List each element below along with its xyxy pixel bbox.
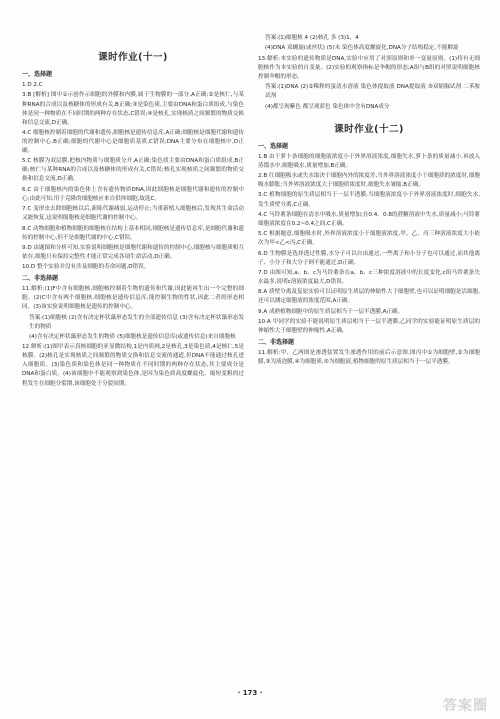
answer-line: 答案:(1)细胞核 4 (2)核孔 多 (3)1、4 (265, 35, 359, 41)
answer-line: 11.解析:甲、乙两图是渗透装置发生渗透作用的前后示意图,图丙中①为细胞壁,②为细胞膜,③为液泡膜,④为细胞质,⑤为细胞液,植物细胞的原生质层相当于一层半透膜。 (258, 349, 480, 365)
answer-line: 2.B 红细胞吸水或失水取决于细胞内外的浓度差,当外界溶液浓度小于细胞质的浓度时,细胞吸水膨胀;当外界溶液浓度大于细胞质浓度时,细胞失水皱缩,B正确。 (258, 173, 480, 189)
page-number: · 173 · (237, 689, 263, 697)
answer-line: 1.B 由于萝卜条细胞的细胞液浓度小于外界溶液浓度,细胞失水,萝卜条的质量减小,再放入蒸馏水中,细胞吸水,质量增加,B正确。 (258, 153, 480, 169)
answer-line: (4)含有决定杯状藻形态发生的物质 (5)细胞核是遗传信息库(或遗传信息)来自细胞核 (29, 333, 236, 340)
answer-line: 8.A 质壁分离及复原实验可以证明原生质层的伸缩性大于细胞壁,也可以证明细胞是活细胞,还可以测定细胞液的浓度范围,A正确。 (258, 289, 480, 305)
answer-line: 10.A 甲同学的实验不能说明原生质层相当于一层半透膜,乙同学的实验能证明原生质层的伸缩性大于细胞壁的伸缩性,A正确。 (258, 319, 480, 335)
essay-heading: 二、非选择题 (22, 275, 59, 283)
section-title-11: 课时作业(十一) (98, 52, 168, 63)
answer-line: 3.C 植物细胞的原生质层相当于一层半透膜,当细胞液浓度小于外界溶液浓度时,细胞失水,发生质壁分离,C正确。 (258, 192, 480, 208)
page-content (22, 34, 480, 674)
answer-line: 9.D 由题图和分析可知,实验说明细胞核是细胞代谢和遗传的控制中心,细胞核与细胞质相互依存,细胞只有保持完整性才能正常完成各项生命活动,D正确。 (22, 244, 244, 261)
answer-line: 8.C 动物细胞和植物细胞的细胞核在结构上基本相同,细胞核是遗传信息库,是细胞代谢和遗传的控制中心,但不是细胞代谢的中心,C错误。 (22, 225, 244, 241)
answer-line: 6.C 由于细胞核内的染色体上含有遗传物质DNA,因此细胞核是细胞代谢和遗传的控制中心;由此可知,用于克隆的细胞核应来自供体细胞,故选C。 (22, 186, 244, 202)
answer-line: 11.解析:(1)F中含有细胞核,细胞核控制着生物的遗传和代谢,因此能再生出一个完整的细胞。(2)C中含有两个细胞核,细胞核是遗传信息库,能控制生物的性状,因此二者的形态相同。(3)该实验说明细胞核是遗传的控制中心。 (22, 286, 244, 311)
answer-line: 10.D 整个实验并没有涉及细胞的寿命问题,D错误。 (22, 264, 150, 271)
answer-line: 4.C 马铃薯条细胞在清水中吸水,质量增加;在0.4、0.8的蔗糖溶液中失水,质量减小;马铃薯细胞液浓度在0.2~0.4之间,C正确。 (258, 211, 480, 227)
essay-heading: 二、非选择题 (258, 339, 295, 347)
answer-line: 4.C 细胞核控制着细胞的代谢和遗传,细胞核是遗传信息库,A正确;细胞核是细胞代谢和遗传的控制中心,B正确;细胞的代谢中心是细胞质基质,C错误;DNA主要分布在细胞核中,D正确。 (22, 129, 244, 155)
right-column (258, 34, 480, 368)
answer-line: 7.C 变形虫去除细胞核以后,新陈代谢减弱,运动停止;当重新植入细胞核后,发现其生命活动又能恢复,这说明细胞核是细胞代谢的控制中心。 (22, 206, 244, 222)
choice-heading: 一、选择题 (258, 142, 289, 150)
answer-line: 13.解析:本实验的遗传物质是DNA,实验中应用了对照原则和单一变量原则。(1)将有无细胞核作为本实验的自变量。(2)实验的观察指标是伞帽的形态;A组与B组的对照说明细胞核控制伞帽的形态。 (258, 55, 480, 80)
section-title-12: 课时作业(十二) (334, 123, 404, 135)
answer-line: 7.D 由图可知,a、b、c为马铃薯条在a、b、c三种浓度溶液中的长度变化,c组马铃薯条失水最多,说明c溶液浓度最大,D错误。 (258, 270, 480, 286)
answer-line: 3.B [解析] 图中①示创作示细胞的外膜和内膜,属于生物膜的一部分,A正确;②是核仁,与某种RNA的合成以及核糖体的形成有关,B正确;③是染色质,主要由DNA和蛋白质组成,与染色体是同一种物质在不同时期的两种存在状态,C错误;④是核孔,实现核质之间频繁的物质交换和信息交流,D正确。 (22, 92, 244, 126)
answer-line: 9.A 成熟植物细胞中的原生质层相当于一层半透膜,A正确。 (258, 308, 404, 315)
left-column (22, 34, 244, 390)
answer-line: 5.C 核膜为双层膜,把核内物质与细胞质分开,A正确;染色质主要由DNA和蛋白质组成,B正确;核仁与某种RNA的合成以及核糖体的形成有关,C错误;核孔实现核质之间频繁的物质交换和信息交流,D正确。 (22, 158, 244, 183)
watermark-logo: 答案圈 (443, 698, 488, 714)
answer-line: 5.C 根据题意,细胞吸水时,外界溶液浓度小于细胞液浓度,甲、乙、丙三种溶液浓度大小依次为甲<乙<丙,C正确。 (258, 231, 480, 247)
choice-heading: 一、选择题 (22, 71, 53, 79)
answer-line: 6.D 生物膜是选择透过性膜,水分子可以自由通过,一些离子和小分子也可以通过,而其他离子、小分子和大分子则不能通过,D正确。 (258, 250, 480, 266)
answer-line: 12.解析:(1)图甲表示真核细胞的亚显微结构,1是内质网,2是核孔,3是染色质,4是核仁,5是核膜。(2)核孔是实现核质之间频繁的物质交换和信息交流的通道,但DNA不能通过核孔进入细胞质。(3)染色质和染色体是同一种物质在不同时期的两种存在状态,其主要成分是DNA和蛋白质。(4)该细胞中不能观察到染色体,是因为染色质高度螺旋化、缩短变粗的过程发生在细胞分裂期,该细胞处于分裂间期。 (22, 344, 244, 387)
answer-line: 1.D 2.C (22, 82, 43, 89)
answer-line: 答案:(1)DNA (2)②稀释的蛋清水溶液 染色体提取液 DNA提取液 ③双缩脲试剂 二苯胺试剂 (265, 84, 480, 100)
answer-line: (4)DNA 双螺旋(或丝状) (5)末 染色体高度螺旋化,DNA分子结构稳定,不能解旋 (265, 45, 459, 52)
answer-line: 答案:(1)细胞核 (2)含有决定杯状藻形态发生的全部遗传信息 (3)含有决定杯状藻形态发生的物质 (29, 314, 244, 330)
answer-line: (4)都呈现紫色 都呈现蓝色 染色体中含有DNA成分 (265, 103, 390, 110)
